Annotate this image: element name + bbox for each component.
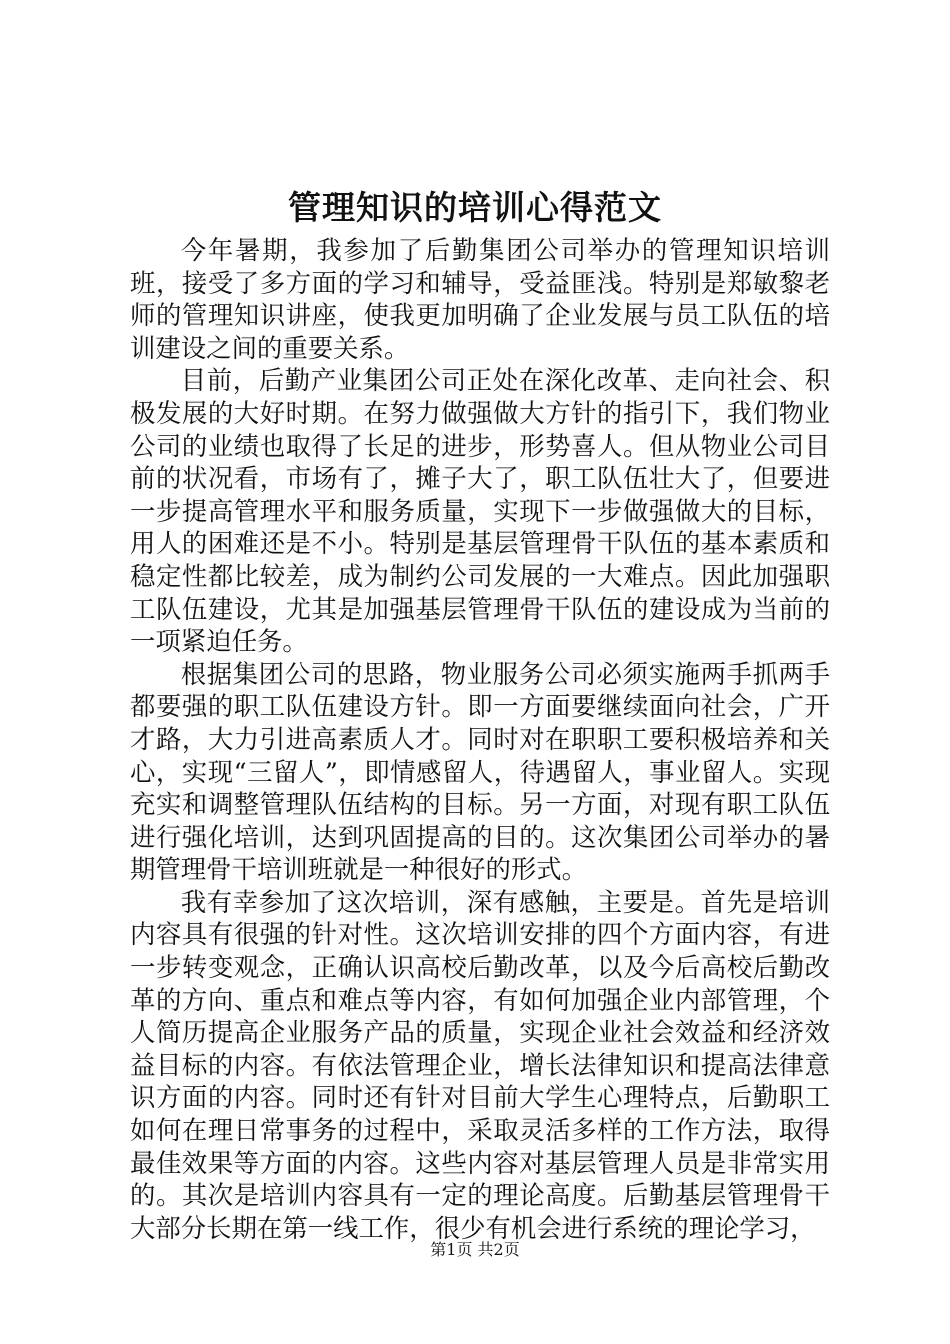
paragraph: 我有幸参加了这次培训，深有感触，主要是。首先是培训内容具有很强的针对性。这次培训安排的四个方面内容，有进一步转变观念，正确认识高校后勤改革，以及今后高校后勤改革的方向、重点和难点等内容，有如何加强企业内部管理，个人简历提高企业服务产品的质量，实现企业社会效益和经济效益目标的内容。有依法管理企业，增长法律知识和提高法律意识方面的内容。同时还有针对目前大学生心理特点，后勤职工如何在理日常事务的过程中，采取灵活多样的工作方法，取得最佳效果等方面的内容。这些内容对基层管理人员是非常实用的。其次是培训内容具有一定的理论高度。后勤基层管理骨干大部分长期在第一线工作，很少有机会进行系统的理论学习， <box>130 886 830 1243</box>
paragraph: 目前，后勤产业集团公司正处在深化改革、走向社会、积极发展的大好时期。在努力做强做大方针的指引下，我们物业公司的业绩也取得了长足的进步，形势喜人。但从物业公司目前的状况看，市场有了，摊子大了，职工队伍壮大了，但要进一步提高管理水平和服务质量，实现下一步做强做大的目标，用人的困难还是不小。特别是基层管理骨干队伍的基本素质和稳定性都比较差，成为制约公司发展的一大难点。因此加强职工队伍建设，尤其是加强基层管理骨干队伍的建设成为当前的一项紧迫任务。 <box>130 365 830 657</box>
paragraph: 根据集团公司的思路，物业服务公司必须实施两手抓两手都要强的职工队伍建设方针。即一方面要继续面向社会，广开才路，大力引进高素质人才。同时对在职职工要积极培养和关心，实现“三留人”，即情感留人，待遇留人，事业留人。实现充实和调整管理队伍结构的目标。另一方面，对现有职工队伍进行强化培训，达到巩固提高的目的。这次集团公司举办的暑期管理骨干培训班就是一种很好的形式。 <box>130 658 830 885</box>
document-title: 管理知识的培训心得范文 <box>288 188 662 227</box>
document-body <box>130 234 830 1244</box>
paragraph: 今年暑期，我参加了后勤集团公司举办的管理知识培训班，接受了多方面的学习和辅导，受益匪浅。特别是郑敏黎老师的管理知识讲座，使我更加明确了企业发展与员工队伍的培训建设之间的重要关系。 <box>130 235 830 363</box>
page-footer: 第1页 共2页 <box>430 1240 520 1259</box>
